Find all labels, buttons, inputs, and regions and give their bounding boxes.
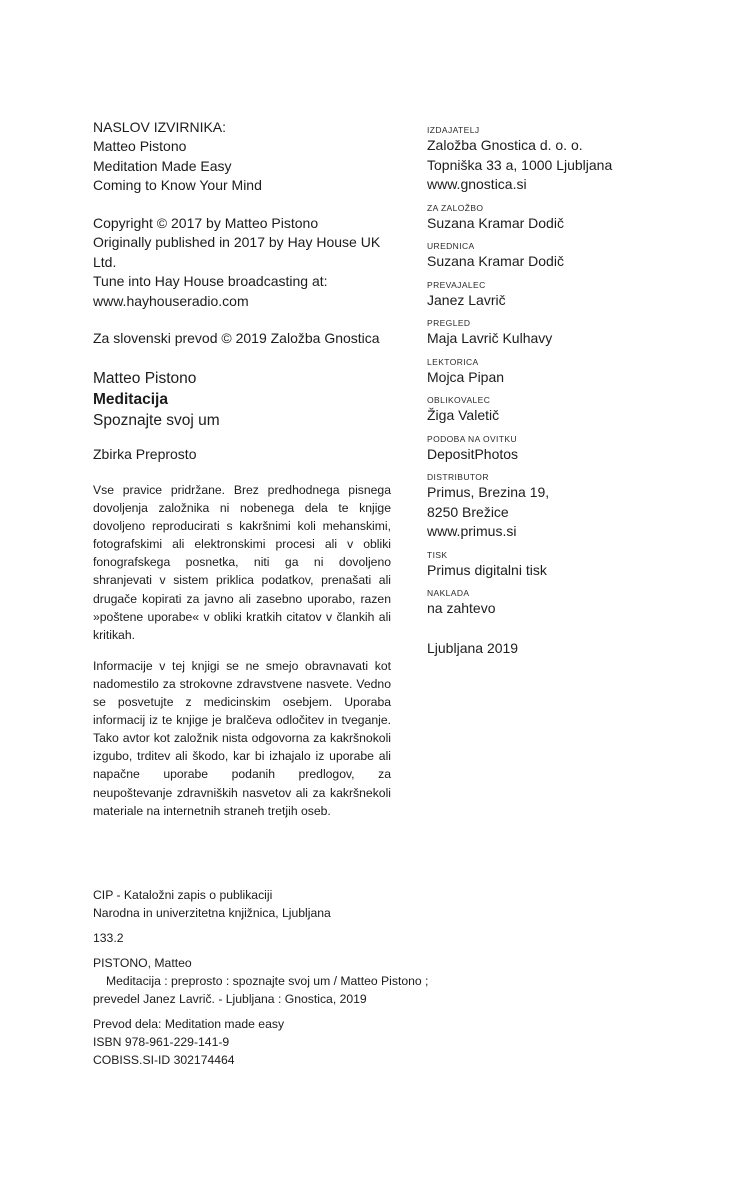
copyright-line: Tune into Hay House broadcasting at: <box>93 273 328 289</box>
book-author: Matteo Pistono <box>93 370 197 387</box>
publisher-block <box>427 124 657 195</box>
copyright-line: www.hayhouseradio.com <box>93 292 249 309</box>
original-title: Meditation Made Easy <box>93 157 232 174</box>
distributor-website: www.primus.si <box>427 523 517 539</box>
book-title: Meditacija <box>93 391 168 408</box>
disclaimer-paragraph: Informacije v tej knjigi se ne smejo obravnavati kot nadomestilo za strokovne zdravstvene nasvete. Vedno se posvetujte z medicinskim osebjem. Uporaba informacij iz te knjige je bralčeva odločitev in tveganje. Tako avtor kot založnik nista odgovorna za kakršnokoli izgubo, trditev ali škodo, kar bi izhajalo iz uporabe ali napačne uporabe podanih predlogov, za neupoštevanje zdravniških nasvetov ali za kakršnekoli materiale na internetnih straneh tretjih oseb. <box>93 658 391 818</box>
original-title-heading: NASLOV IZVIRNIKA: <box>93 119 227 135</box>
for-publisher-label: ZA ZALOŽBO <box>427 202 484 213</box>
cip-entry-line: prevedel Janez Lavrič. - Ljubljana : Gnostica, 2019 <box>93 992 367 1006</box>
cover-image-label: PODOBA NA OVITKU <box>427 433 518 444</box>
copyright-line: Originally published in 2017 by Hay House UK Ltd. <box>93 234 381 270</box>
right-column <box>427 124 657 658</box>
cip-entry-line: Meditacija : preprosto : spoznajte svoj um / Matteo Pistono ; <box>106 974 429 988</box>
proofreader-label: LEKTORICA <box>427 356 479 367</box>
original-author: Matteo Pistono <box>93 138 187 154</box>
distributor-city: 8250 Brežice <box>427 503 509 520</box>
publisher-name: Založba Gnostica d. o. o. <box>427 137 583 153</box>
series-name: Zbirka Preprosto <box>93 446 197 462</box>
for-publisher-name: Suzana Kramar Dodič <box>427 214 564 231</box>
publisher-website: www.gnostica.si <box>427 176 527 192</box>
translator-name: Janez Lavrič <box>427 291 506 308</box>
review-name: Maja Lavrič Kulhavy <box>427 330 553 346</box>
for-publisher-block <box>427 202 657 234</box>
publisher-address: Topniška 33 a, 1000 Ljubljana <box>427 156 613 173</box>
cover-image-source: DepositPhotos <box>427 445 519 462</box>
edition-value: na zahtevo <box>427 600 496 616</box>
place-and-year: Ljubljana 2019 <box>427 639 519 656</box>
editor-label: UREDNICA <box>427 241 475 251</box>
printer-name: Primus digitalni tisk <box>427 561 547 578</box>
publisher-label: IZDAJATELJ <box>427 125 480 135</box>
slovenian-copyright: Za slovenski prevod © 2019 Založba Gnostica <box>93 330 380 346</box>
cip-author-entry: PISTONO, Matteo <box>93 956 192 970</box>
translator-label: PREVAJALEC <box>427 279 486 290</box>
designer-name: Žiga Valetič <box>427 407 500 423</box>
distributor-name: Primus, Brezina 19, <box>427 484 550 500</box>
edition-block <box>427 587 657 619</box>
copyright-line: Copyright © 2017 by Matteo Pistono <box>93 214 319 231</box>
distributor-block <box>427 471 657 542</box>
designer-label: OBLIKOVALEC <box>427 395 491 405</box>
proofreader-block <box>427 356 657 388</box>
review-label: PREGLED <box>427 318 471 328</box>
left-column <box>93 118 391 820</box>
editor-block <box>427 240 657 272</box>
editor-name: Suzana Kramar Dodič <box>427 253 564 269</box>
cip-library: Narodna in univerzitetna knjižnica, Ljubljana <box>93 906 331 920</box>
book-title-block <box>93 368 391 431</box>
edition-label: NAKLADA <box>427 588 470 598</box>
original-subtitle: Coming to Know Your Mind <box>93 177 262 193</box>
cip-cobiss: COBISS.SI-ID 302174464 <box>93 1053 235 1067</box>
print-block <box>427 549 657 581</box>
cip-translation-of: Prevod dela: Meditation made easy <box>93 1017 285 1031</box>
print-label: TISK <box>427 549 448 560</box>
cip-heading: CIP - Kataložni zapis o publikaciji <box>93 888 273 902</box>
distributor-label: DISTRIBUTOR <box>427 472 489 482</box>
cip-udc: 133.2 <box>93 931 124 945</box>
cip-record <box>93 886 433 1069</box>
translator-block <box>427 279 657 311</box>
original-title-block <box>93 137 391 196</box>
copyright-block <box>93 214 391 312</box>
book-subtitle: Spoznajte svoj um <box>93 412 220 429</box>
cip-isbn: ISBN 978-961-229-141-9 <box>93 1035 230 1049</box>
designer-block <box>427 394 657 426</box>
cover-image-block <box>427 433 657 465</box>
proofreader-name: Mojca Pipan <box>427 368 505 385</box>
review-block <box>427 317 657 349</box>
rights-paragraph: Vse pravice pridržane. Brez predhodnega pisnega dovoljenja založnika ni nobenega dela te knjige dovoljeno reproducirati s kakršnimi koli mehanskimi, fotografskimi ali elektronskimi procesi ali v obliki fonografskega posnetka, niti ga ni dovoljeno shranjevati v sistem priklica podatkov, prenašati ali drugače kopirati za javno ali zasebno uporabo, razen »poštene uporabe« v obliki kratkih citatov v člankih ali kritikah. <box>93 483 391 642</box>
